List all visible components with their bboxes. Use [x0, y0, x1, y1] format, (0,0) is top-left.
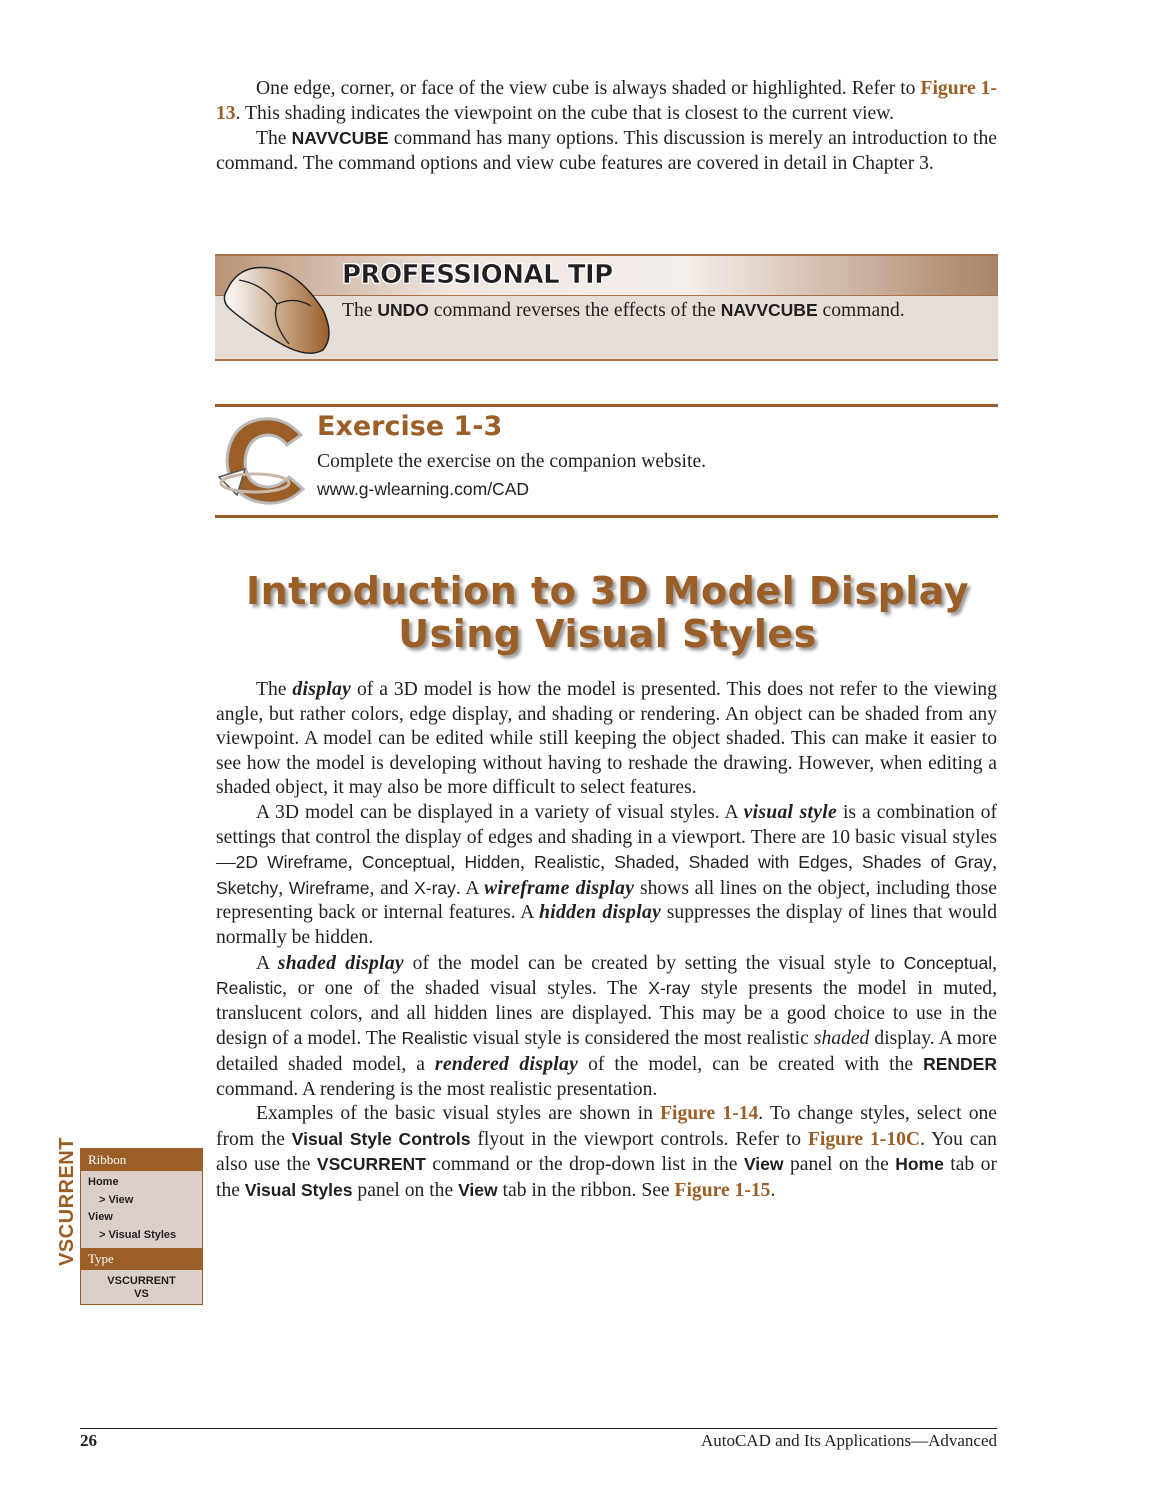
mouse-icon — [219, 260, 339, 356]
style-name: Hidden — [464, 852, 520, 873]
text-run: of the model, can be created with the — [578, 1053, 924, 1075]
exercise-text: Complete the exercise on the companion website. — [317, 451, 707, 472]
command-term: View — [743, 1154, 784, 1175]
text-run: of a 3D model is how the model is presented. This does not refer to the viewing angle, but rather colors, edge display, and shading or rendering. An object can be shaded from any viewpoint. A model can be edited while still keeping the object shaded. This can make it easier to see how the model is developing without having to reshade the drawing. However, when editing a shaded object, it may also be more difficult to select features. — [216, 679, 997, 799]
text-run: , — [992, 852, 998, 874]
figure-link[interactable]: Figure 1-10C — [807, 1128, 921, 1150]
text-run: , or one of the shaded visual styles. The — [282, 978, 649, 1000]
text-run: command reverses the effects of the — [428, 300, 721, 321]
professional-tip-box — [215, 254, 998, 361]
text-run: . This shading indicates the viewpoint on the cube that is closest to the current view. — [235, 102, 895, 124]
figure-link[interactable]: Figure 1-13 — [216, 78, 997, 124]
text-run: The — [256, 128, 292, 150]
text-run: tab or the — [216, 1154, 997, 1201]
ribbon-item: > View — [99, 1193, 134, 1206]
text-run: is a combination of settings that control the display of edges and shading in a viewport. There are 10 basic visual styles— — [216, 801, 997, 874]
text-run: . You can also use the — [216, 1128, 997, 1176]
command-access-sidebar — [80, 1148, 203, 1305]
tip-title: PROFESSIONAL TIP — [342, 260, 613, 290]
command-term: UNDO — [377, 300, 429, 320]
figure-link[interactable]: Figure 1-15 — [674, 1179, 771, 1201]
text-run: command has many options. This discussion is merely an introduction to the command. The command options and view cube features are covered in detail in Chapter 3. — [216, 128, 997, 174]
page-footer — [80, 1428, 997, 1450]
style-name: Realistic — [216, 978, 283, 999]
defined-term: wireframe display — [484, 877, 635, 899]
body-text — [216, 678, 997, 1203]
text-run: tab in the ribbon. See — [497, 1179, 675, 1201]
style-name: Shaded — [614, 852, 675, 873]
command-term: VSCURRENT — [316, 1154, 426, 1175]
figure-link[interactable]: Figure 1-14 — [660, 1103, 759, 1125]
defined-term: display — [292, 679, 352, 700]
intro-text — [216, 77, 997, 176]
command-term: Visual Styles — [244, 1179, 353, 1200]
text-run: command. — [817, 300, 905, 321]
command-term: Home — [895, 1154, 944, 1175]
book-title: AutoCAD and Its Applications—Advanced — [700, 1431, 997, 1450]
command-term: View — [458, 1179, 498, 1200]
text-run: flyout in the viewport controls. Refer to — [470, 1128, 808, 1150]
heading-line-2: Using Visual Styles — [398, 612, 817, 656]
text-run: visual style is considered the most realistic — [467, 1028, 814, 1050]
heading-line-1: Introduction to 3D Model Display — [245, 569, 970, 613]
text-run: , — [847, 852, 862, 874]
style-name: Shaded with Edges — [688, 852, 848, 873]
command-term: Visual Style Controls — [291, 1128, 471, 1149]
text-run: A 3D model can be displayed in a variety of visual styles. A — [256, 801, 744, 823]
type-label: Type — [81, 1248, 202, 1270]
tip-text — [342, 300, 905, 322]
text-run: . A — [455, 877, 485, 899]
ribbon-label: Ribbon — [81, 1149, 202, 1171]
defined-term: shaded display — [277, 952, 404, 974]
style-name: Realistic — [534, 852, 601, 873]
text-run: , — [674, 852, 689, 874]
text-run: , and — [369, 877, 415, 899]
text-run: panel on the — [352, 1179, 459, 1201]
command-term: RENDER — [923, 1053, 997, 1074]
paragraph — [216, 801, 997, 951]
style-name: 2D Wireframe — [235, 852, 348, 873]
text-run: display. A more detailed shaded model, a — [216, 1028, 997, 1075]
text-run: command or the drop-down list in the — [425, 1154, 744, 1176]
style-name: Conceptual — [361, 852, 451, 873]
text-run: A — [256, 952, 278, 974]
ribbon-item: Home — [88, 1176, 119, 1188]
command-vertical-label: VSCURRENT — [56, 1137, 78, 1266]
emphasis: shaded — [813, 1028, 870, 1050]
exercise-url-link[interactable]: www.g-wlearning.com/CAD — [317, 479, 530, 499]
page-number: 26 — [80, 1431, 97, 1450]
ribbon-item: View — [88, 1211, 113, 1223]
text-run: One edge, corner, or face of the view cube is always shaded or highlighted. Refer to — [256, 78, 921, 99]
text-run: , — [600, 852, 615, 874]
text-run: shows all lines on the object, including those representing back or internal features. A — [216, 877, 997, 924]
text-run: The — [342, 300, 378, 321]
ribbon-item: > Visual Styles — [99, 1228, 177, 1241]
style-name: Shades of Gray — [862, 852, 993, 873]
style-name: Wireframe — [288, 877, 370, 898]
style-name: Conceptual — [903, 952, 993, 973]
defined-term: hidden display — [539, 902, 662, 924]
text-run: , — [992, 952, 998, 974]
type-command: VSCURRENT — [107, 1275, 176, 1287]
text-run: panel on the — [783, 1154, 896, 1176]
type-alias: VS — [134, 1288, 149, 1300]
exercise-title: Exercise 1-3 — [317, 411, 503, 442]
text-run: style presents the model in muted, translucent colors, and all hidden lines are displayed. This may be a good choice to use in the design of a model. The — [216, 978, 997, 1050]
text-run: suppresses the display of lines that would normally be hidden. — [216, 902, 997, 948]
text-run: command. A rendering is the most realistic presentation. — [216, 1078, 658, 1100]
exercise-box — [215, 404, 998, 518]
paragraph — [216, 678, 997, 801]
text-run: , — [278, 877, 289, 899]
text-run: , — [450, 852, 465, 874]
text-run: , — [347, 852, 362, 874]
style-name: Realistic — [401, 1028, 468, 1049]
defined-term: visual style — [743, 801, 837, 823]
companion-website-c-icon — [215, 415, 307, 507]
command-term: NAVVCUBE — [291, 128, 389, 149]
text-run: Examples of the basic visual styles are shown in — [256, 1103, 661, 1125]
text-run: , — [519, 852, 534, 874]
text-run: The — [256, 679, 293, 700]
style-name: X-ray — [648, 978, 691, 999]
text-run: . To change styles, select one from the — [216, 1103, 997, 1150]
defined-term: rendered display — [434, 1053, 579, 1075]
command-term: NAVVCUBE — [720, 300, 818, 320]
text-run: of the model can be created by setting the visual style to — [403, 952, 904, 974]
paragraph — [216, 126, 997, 176]
style-name: X-ray — [414, 877, 456, 898]
paragraph — [216, 951, 997, 1103]
paragraph — [216, 1102, 997, 1203]
style-name: Sketchy — [216, 877, 279, 898]
section-heading — [180, 570, 1035, 656]
paragraph — [216, 77, 997, 126]
text-run: . — [770, 1179, 776, 1201]
